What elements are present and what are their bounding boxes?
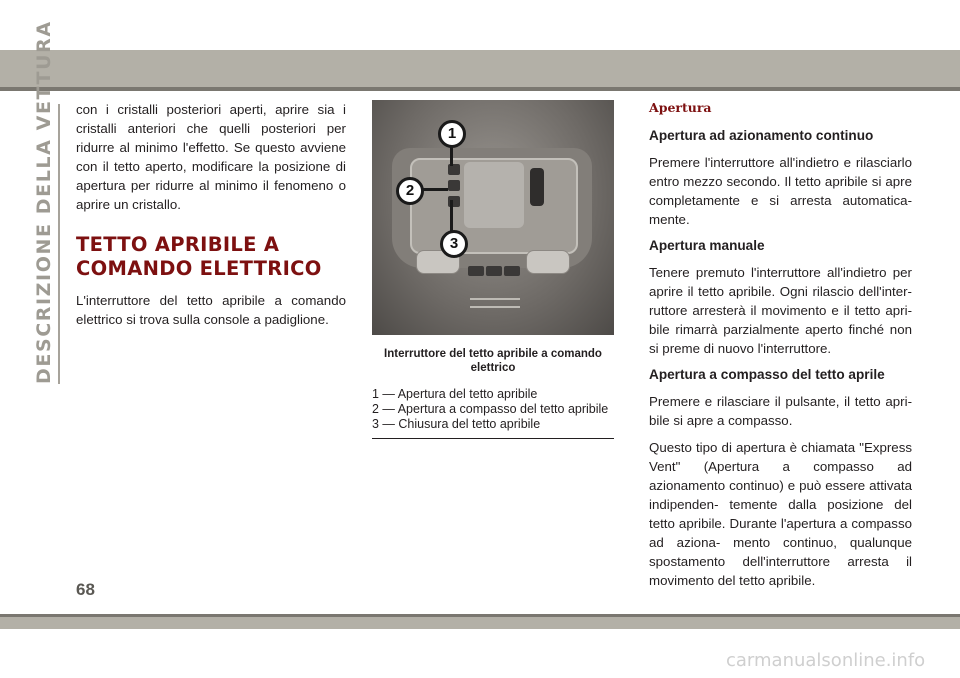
legend-item: 3 — Chiusura del tetto apribile (372, 417, 541, 431)
footer-bar (0, 617, 960, 629)
section-heading (76, 233, 346, 281)
callout-3: 3 (440, 230, 468, 258)
callout-2: 2 (396, 177, 424, 205)
header-rule (0, 87, 960, 91)
paragraph-vent-opening: Premere e rilasciare il pulsante, il tetto apri- bile si apre a compasso. (649, 394, 912, 428)
column-left (76, 100, 346, 329)
figure-legend (372, 387, 614, 439)
overhead-console-photo (372, 100, 614, 335)
paragraph-express-vent: Questo tipo di apertura è chiamata "Express Vent" (Apertura a compasso ad azionamento continuo) e può essere attivata indipenden- temente dalla posizione del tetto apribile. Durante l'apertura a compasso ad aziona- mento continuo, qualunque spostamento dell'interruttore arresta il movimento del tetto apribile. (649, 440, 912, 588)
legend-item: 2 — Apertura a compasso del tetto apribile (372, 402, 609, 416)
subsection-heading: Apertura (649, 100, 712, 115)
console-button (468, 266, 484, 276)
dome-lamp-right (526, 250, 570, 274)
console-slot (530, 168, 544, 206)
sunroof-switch-vent (448, 180, 460, 191)
body-paragraph: L'interruttore del tetto apribile a comando elettrico si trova sulla console a padiglione. (76, 293, 346, 327)
section-heading-line1: TETTO APRIBILE A (76, 233, 280, 256)
section-side-label: DESCRIZIONE DELLA VETTURA (33, 20, 55, 384)
subheading-continuous-opening: Apertura ad azionamento continuo (649, 128, 874, 143)
subheading-vent-opening: Apertura a compasso del tetto aprile (649, 367, 885, 382)
callout-1: 1 (438, 120, 466, 148)
paragraph-continuous-opening: Premere l'interruttore all'indietro e rilasciarlo entro mezzo secondo. Il tetto apribile si apre completamente e si arresta automatica- mente. (649, 155, 912, 227)
side-divider (58, 104, 60, 384)
header-bar (0, 50, 960, 87)
console-button (486, 266, 502, 276)
intro-paragraph: con i cristalli posteriori aperti, aprire sia i cristalli anteriori che quelli posteriori per ridurre al minimo l'effetto. Se questo avviene con il tetto aperto, modificare la posizione di apertura per ridurre al minimo il fenomeno o aprire un cristallo. (76, 102, 346, 212)
column-right (649, 100, 912, 598)
watermark: carmanualsonline.info (726, 650, 926, 671)
page-number: 68 (76, 580, 95, 599)
legend-item: 1 — Apertura del tetto apribile (372, 387, 538, 401)
paragraph-manual-opening: Tenere premuto l'interruttore all'indietro per aprire il tetto apribile. Ogni rilascio dell'inter- ruttore arresterà il movimento e il tetto apri- bile rimarrà parzialmente aperto finché non si preme di nuovo l'interruttore. (649, 265, 912, 356)
console-button (504, 266, 520, 276)
console-display (464, 162, 524, 228)
subheading-manual-opening: Apertura manuale (649, 238, 765, 253)
console-grille (470, 298, 520, 308)
section-heading-line2: COMANDO ELETTRICO (76, 257, 322, 280)
figure-caption: Interruttore del tetto apribile a comando elettrico (384, 348, 602, 374)
figure (372, 100, 614, 439)
callout-leader-3 (450, 200, 453, 232)
